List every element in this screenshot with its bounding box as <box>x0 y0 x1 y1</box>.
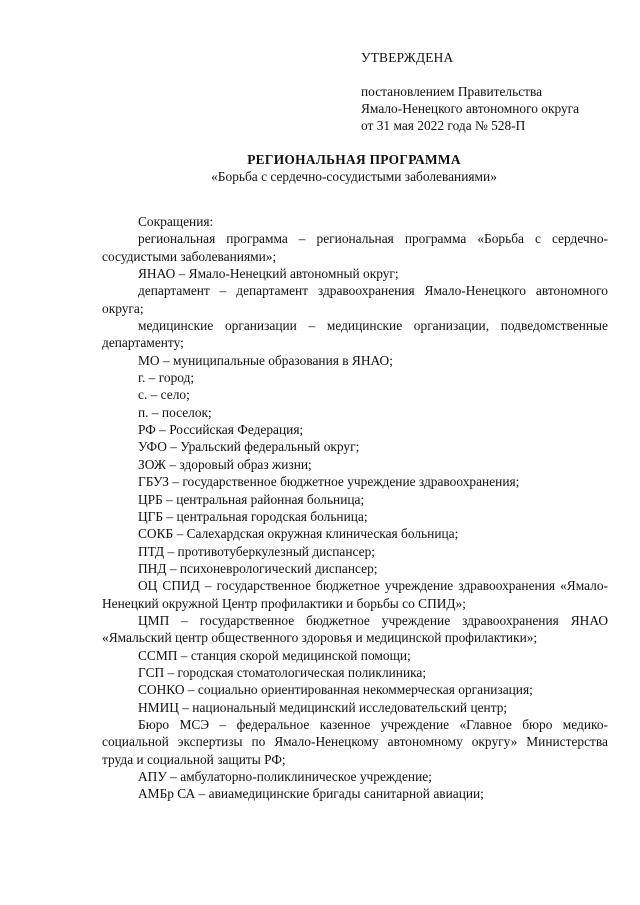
abbreviation-entry: СОКБ – Салехардская окружная клиническая больница; <box>138 526 459 542</box>
program-subtitle: «Борьба с сердечно-сосудистыми заболеваниями» <box>211 169 497 184</box>
abbreviation-entry: ЗОЖ – здоровый образ жизни; <box>138 456 312 472</box>
abbreviation-entry: АМБр СА – авиамедицинские бригады санитарной авиации; <box>138 786 484 802</box>
abbreviation-entry: МО – муниципальные образования в ЯНАО; <box>138 352 393 368</box>
abbreviation-entry: с. – село; <box>138 387 190 403</box>
abbreviation-entry: ЯНАО – Ямало-Ненецкий автономный округ; <box>138 266 399 282</box>
abbreviation-entry: ПНД – психоневрологический диспансер; <box>138 560 378 576</box>
abbreviation-entry: АПУ – амбулаторно-поликлиническое учреждение; <box>138 769 432 784</box>
abbreviation-entry: ЦМП – государственное бюджетное учреждение здравоохранения ЯНАО «Ямальский центр общественного здоровья и медицинской профилактики»; <box>102 612 608 646</box>
approval-line: от 31 мая 2022 года № 528-П <box>361 118 526 133</box>
approval-line: постановлением Правительства <box>361 84 543 99</box>
approval-line: Ямало-Ненецкого автономного округа <box>361 101 580 116</box>
abbreviation-entry: г. – город; <box>138 370 195 386</box>
abbreviation-entry: ЦГБ – центральная городская больница; <box>138 508 368 524</box>
abbreviation-entry: Бюро МСЭ – федеральное казенное учреждение «Главное бюро медико-социальной экспертизы по Ямало-Ненецкому автономному округу» Министерства труда и социальной защиты РФ; <box>102 716 608 767</box>
abbreviations-intro: Сокращения: <box>138 214 214 229</box>
abbreviation-entry: ГБУЗ – государственное бюджетное учреждение здравоохранения; <box>138 474 520 490</box>
abbreviation-entry: ПТД – противотуберкулезный диспансер; <box>138 543 375 559</box>
approval-title: УТВЕРЖДЕНА <box>361 50 454 65</box>
abbreviations-section <box>102 213 608 803</box>
approval-block <box>361 49 621 134</box>
abbreviation-entry: департамент – департамент здравоохранения Ямало-Ненецкого автономного округа; <box>102 283 608 316</box>
abbreviation-entry: РФ – Российская Федерация; <box>138 422 304 438</box>
abbreviation-entry: СОНКО – социально ориентированная некоммерческая организация; <box>138 682 533 698</box>
abbreviation-entry: ГСП – городская стоматологическая поликлиника; <box>138 664 427 680</box>
program-heading <box>100 151 608 185</box>
abbreviation-entry: региональная программа – региональная программа «Борьба с сердечно-сосудистыми заболеваниями»; <box>102 231 608 264</box>
abbreviation-entry: УФО – Уральский федеральный округ; <box>138 439 360 455</box>
abbreviation-entry: НМИЦ – национальный медицинский исследовательский центр; <box>138 699 508 715</box>
abbreviation-entry: медицинские организации – медицинские организации, подведомственные департаменту; <box>102 318 608 351</box>
abbreviation-entry: ОЦ СПИД – государственное бюджетное учреждение здравоохранения «Ямало-Ненецкий окружной Центр профилактики и борьбы со СПИД»; <box>102 578 608 611</box>
program-title: РЕГИОНАЛЬНАЯ ПРОГРАММА <box>247 152 461 167</box>
abbreviation-entry: п. – поселок; <box>138 404 212 420</box>
abbreviation-entry: ЦРБ – центральная районная больница; <box>138 491 365 507</box>
abbreviation-entry: ССМП – станция скорой медицинской помощи; <box>138 647 411 663</box>
